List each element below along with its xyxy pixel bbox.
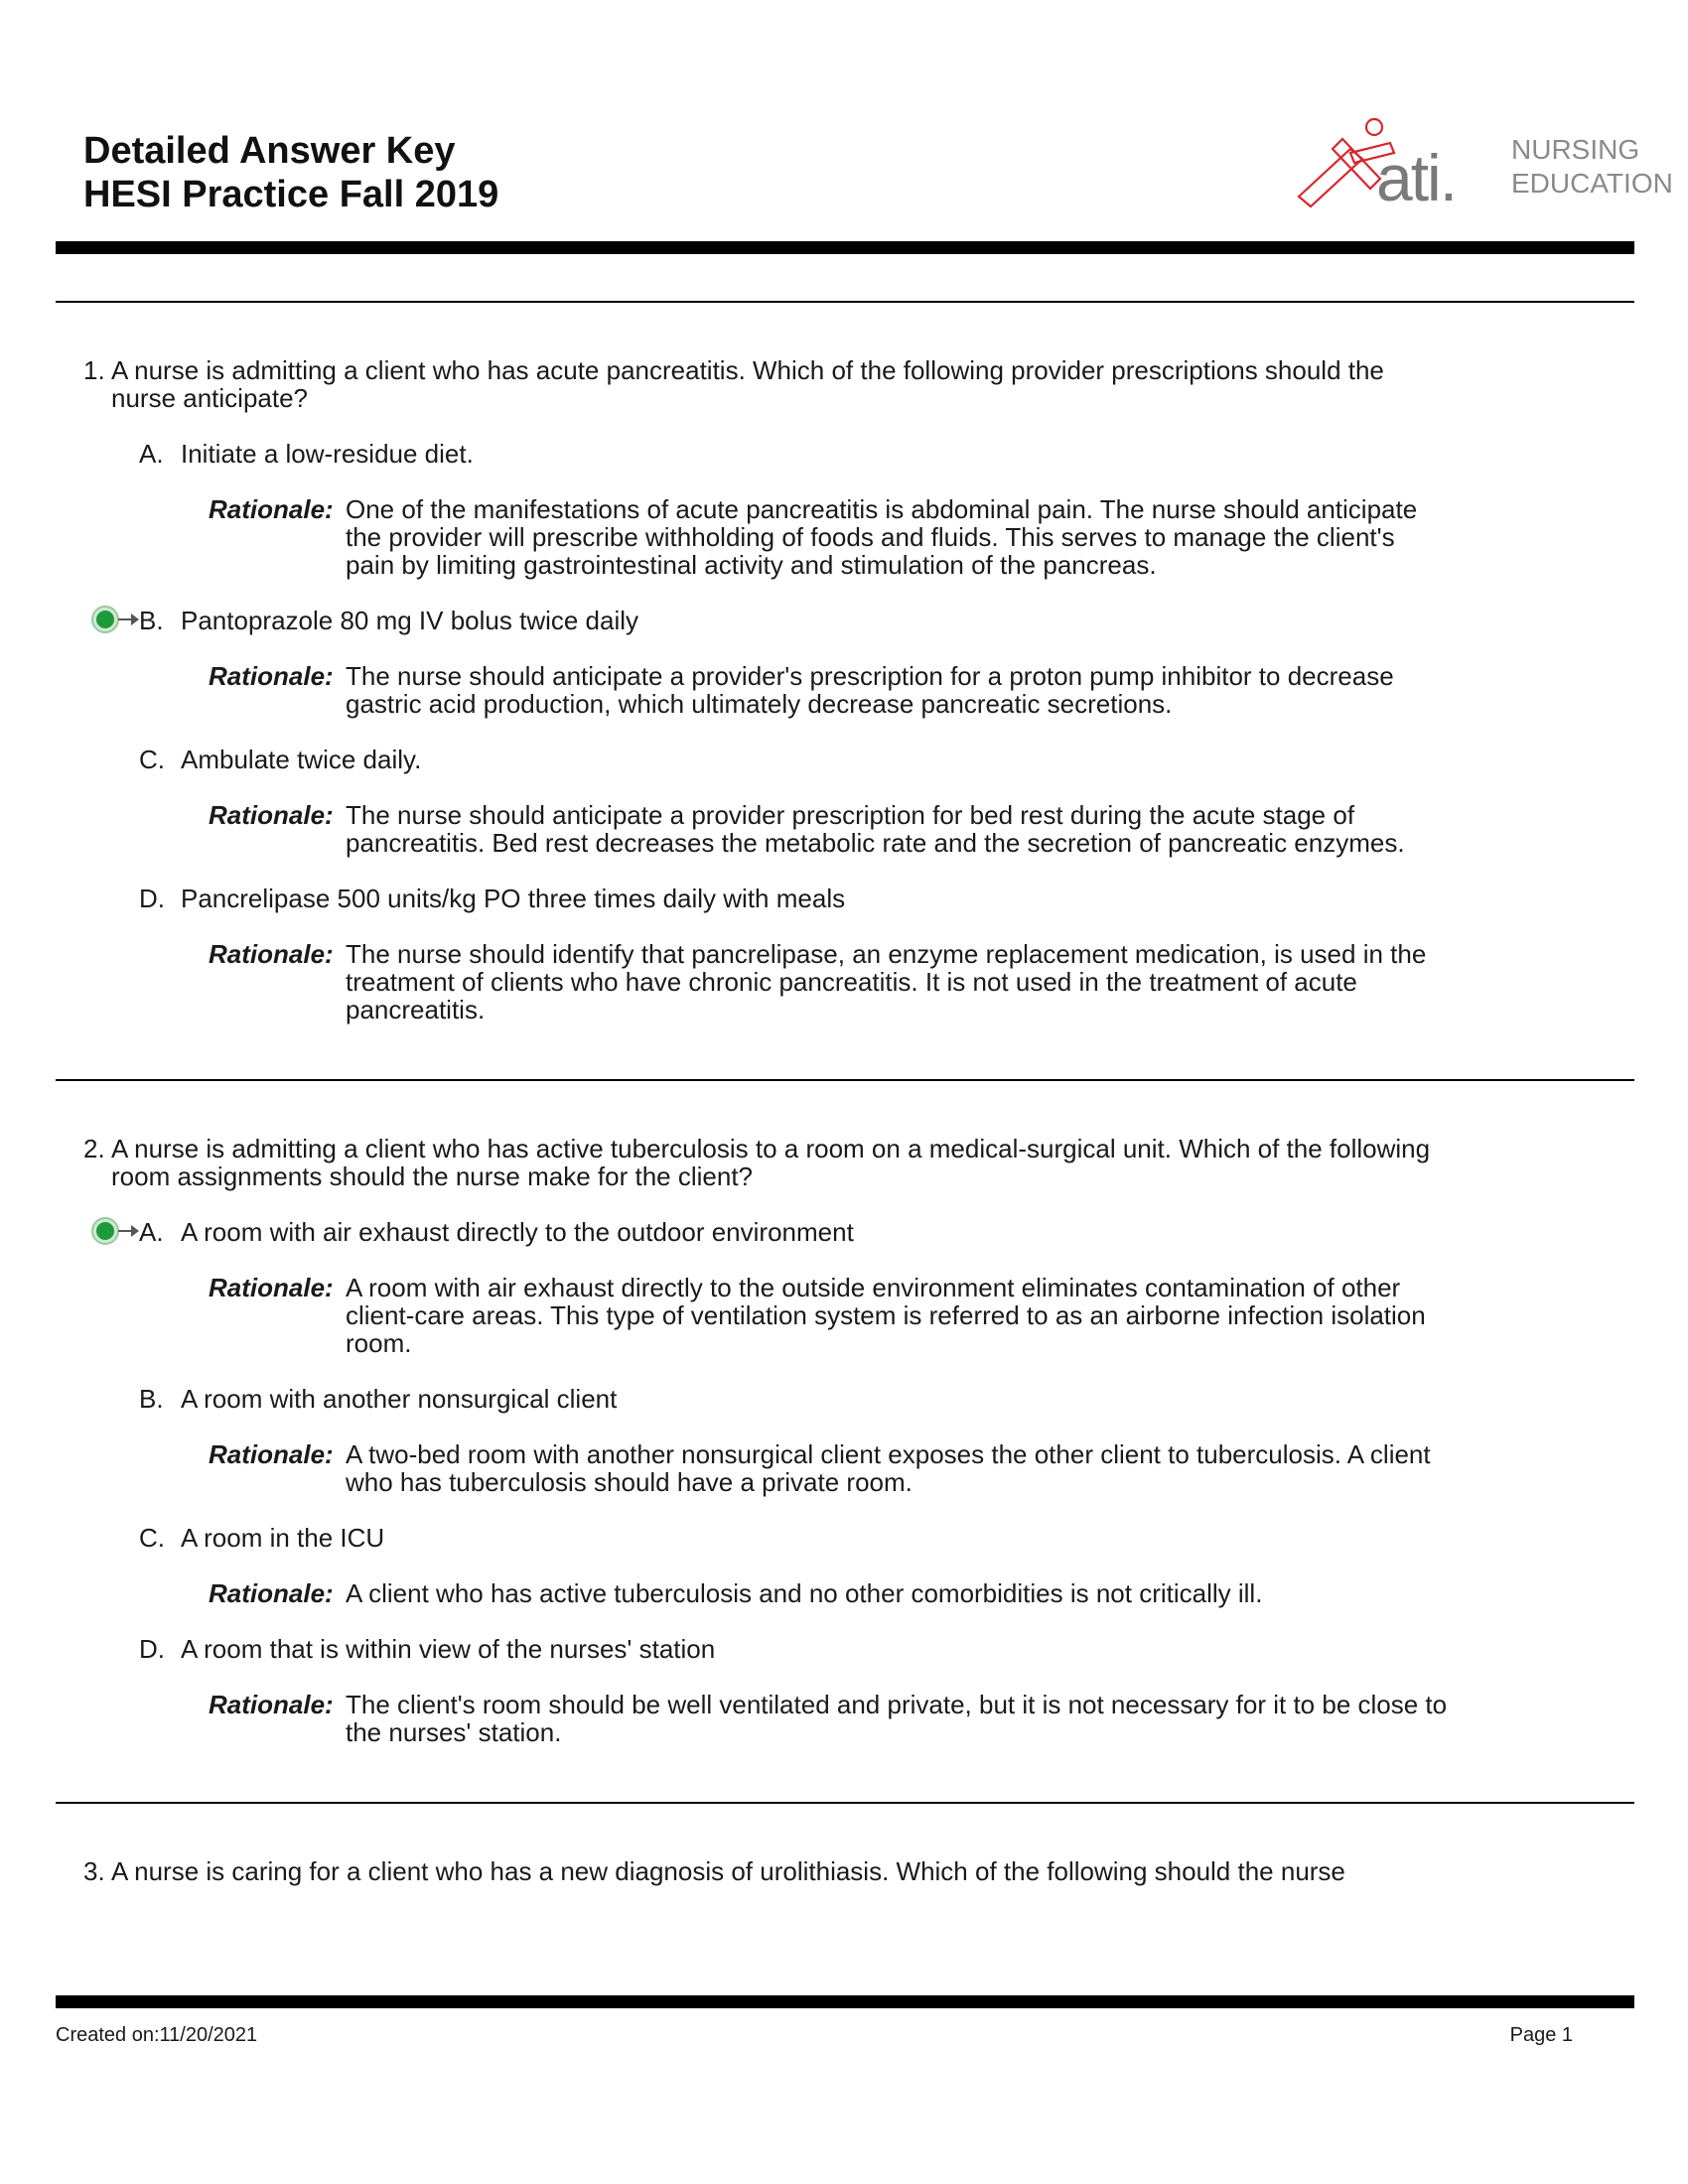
option-letter: C. — [139, 745, 165, 774]
option-letter: D. — [139, 1634, 165, 1664]
rationale-line: room. — [346, 1328, 412, 1358]
option-letter: A. — [139, 1217, 164, 1247]
question-number: 3. — [83, 1856, 105, 1886]
rationale-label: Rationale: — [209, 1690, 334, 1719]
rationale-line: A two-bed room with another nonsurgical client exposes the other client to tuberculosis. A client — [346, 1439, 1431, 1469]
rationale-label: Rationale: — [209, 1273, 334, 1302]
document-subtitle: HESI Practice Fall 2019 — [83, 174, 499, 215]
question-text-line: A nurse is caring for a client who has a new diagnosis of urolithiasis. Which of the following should the nurse — [111, 1856, 1345, 1886]
rationale-line: pancreatitis. — [346, 995, 486, 1024]
question-divider — [56, 1079, 1634, 1081]
rationale-line: gastric acid production, which ultimately decrease pancreatic secretions. — [346, 689, 1173, 719]
option-text: Ambulate twice daily. — [181, 745, 422, 774]
option-text: Pantoprazole 80 mg IV bolus twice daily — [181, 606, 639, 635]
question-number: 2. — [83, 1134, 105, 1163]
logo-education-text: EDUCATION — [1511, 168, 1673, 199]
option-text: Pancrelipase 500 units/kg PO three times daily with meals — [181, 884, 846, 913]
question-text-line: room assignments should the nurse make for the client? — [111, 1161, 754, 1191]
footer-divider-bar — [56, 1995, 1634, 2008]
option-letter: C. — [139, 1523, 165, 1553]
option-letter: B. — [139, 1384, 164, 1414]
rationale-line: client-care areas. This type of ventilation system is referred to as an airborne infection isolation — [346, 1300, 1426, 1330]
rationale-line: A room with air exhaust directly to the outside environment eliminates contamination of other — [346, 1273, 1401, 1302]
option-text: A room with another nonsurgical client — [181, 1384, 618, 1414]
page-number: Page 1 — [1509, 2024, 1573, 2046]
rationale-label: Rationale: — [209, 800, 334, 830]
rationale-label: Rationale: — [209, 1578, 334, 1608]
option-letter: B. — [139, 606, 164, 635]
rationale-label: Rationale: — [209, 661, 334, 691]
option-text: Initiate a low-residue diet. — [181, 439, 474, 469]
rationale-line: The nurse should identify that pancrelipase, an enzyme replacement medication, is used in the — [346, 939, 1427, 969]
document-title: Detailed Answer Key — [83, 130, 456, 172]
rationale-line: One of the manifestations of acute pancreatitis is abdominal pain. The nurse should anticipate — [346, 494, 1418, 524]
logo-nursing-text: NURSING — [1511, 134, 1640, 165]
rationale-line: The client's room should be well ventilated and private, but it is not necessary for it to be close to — [346, 1690, 1448, 1719]
question-number: 1. — [83, 355, 105, 385]
option-text: A room that is within view of the nurses' station — [181, 1634, 716, 1664]
rationale-label: Rationale: — [209, 494, 334, 524]
rationale-line: The nurse should anticipate a provider prescription for bed rest during the acute stage of — [346, 800, 1355, 830]
section-divider — [56, 301, 1634, 303]
ati-nursing-education-logo — [1291, 109, 1673, 218]
option-text: A room with air exhaust directly to the outdoor environment — [181, 1217, 854, 1247]
question-text-line: A nurse is admitting a client who has acute pancreatitis. Which of the following provider prescriptions should the — [111, 355, 1384, 385]
rationale-line: A client who has active tuberculosis and no other comorbidities is not critically ill. — [346, 1578, 1263, 1608]
rationale-line: the provider will prescribe withholding of foods and fluids. This serves to manage the client's — [346, 522, 1395, 552]
rationale-line: pain by limiting gastrointestinal activity and stimulation of the pancreas. — [346, 550, 1157, 580]
rationale-line: who has tuberculosis should have a private room. — [346, 1467, 913, 1497]
question-divider — [56, 1802, 1634, 1804]
created-date: Created on:11/20/2021 — [56, 2024, 258, 2046]
rationale-line: the nurses' station. — [346, 1717, 562, 1747]
rationale-label: Rationale: — [209, 939, 334, 969]
question-text-line: nurse anticipate? — [111, 383, 309, 413]
header-divider-bar — [56, 241, 1634, 254]
logo-brand-text: ati. — [1376, 141, 1457, 214]
question-text-line: A nurse is admitting a client who has active tuberculosis to a room on a medical-surgical unit. Which of the following — [111, 1134, 1431, 1163]
rationale-line: pancreatitis. Bed rest decreases the metabolic rate and the secretion of pancreatic enzymes. — [346, 828, 1405, 858]
rationale-line: The nurse should anticipate a provider's prescription for a proton pump inhibitor to decrease — [346, 661, 1394, 691]
rationale-line: treatment of clients who have chronic pancreatitis. It is not used in the treatment of acute — [346, 967, 1357, 997]
option-text: A room in the ICU — [181, 1523, 385, 1553]
option-letter: A. — [139, 439, 164, 469]
rationale-label: Rationale: — [209, 1439, 334, 1469]
option-letter: D. — [139, 884, 165, 913]
